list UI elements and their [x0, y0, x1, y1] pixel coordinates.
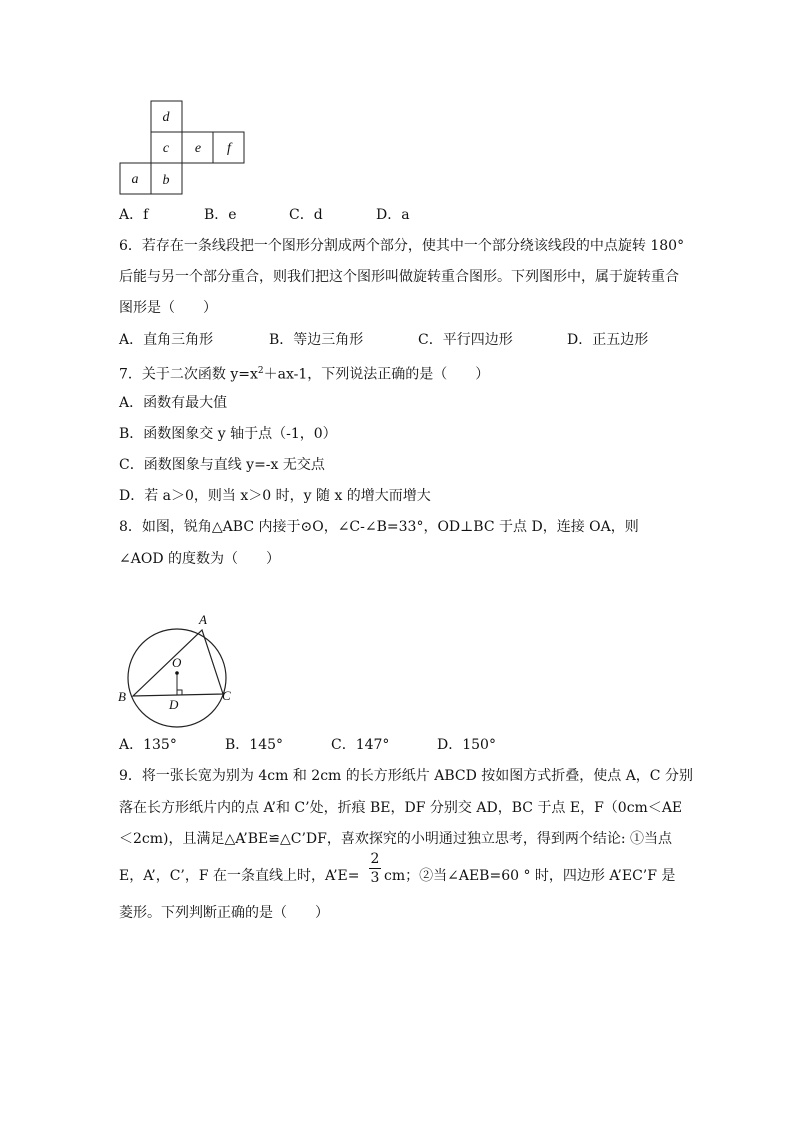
q9-stem-line-5: 菱形。下列判断正确的是（ ）	[119, 905, 329, 921]
q9-stem-line-2: 落在长方形纸片内的点 A’和 C’处，折痕 BE，DF 分别交 AD，BC 于点 E，F（0cm＜AE	[119, 800, 683, 816]
q7-stem-after: ＋ax-1，下列说法正确的是（ ）	[263, 366, 490, 383]
net-label-a: a	[131, 172, 139, 187]
net-label-d: d	[162, 110, 170, 125]
q8-option-a: A．135°	[119, 737, 177, 753]
q6-option-c: C．平行四边形	[418, 332, 513, 348]
q8-stem-line-2: ∠AOD 的度数为（ ）	[119, 551, 280, 567]
label-b: B	[118, 689, 126, 704]
label-c: C	[222, 688, 231, 703]
q8-stem-line-1: 8．如图，锐角△ABC 内接于⊙O，∠C-∠B=33°，OD⊥BC 于点 D，连接 OA，则	[119, 519, 639, 535]
q7-option-a: A．函数有最大值	[119, 395, 228, 411]
q9-stem-line-4-after: cm；②当∠AEB=60 ° 时，四边形 A’EC’F 是	[384, 868, 676, 884]
q8-option-d: D．150°	[437, 737, 496, 753]
q7-option-c: C．函数图象与直线 y=-x 无交点	[119, 457, 325, 473]
q7-option-d: D．若 a＞0，则当 x＞0 时，y 随 x 的增大而增大	[119, 488, 431, 504]
q6-option-a: A．直角三角形	[119, 332, 214, 348]
q5-option-a: A．f	[119, 207, 149, 223]
q5-option-b: B．e	[204, 207, 237, 223]
q7-stem	[119, 361, 489, 385]
circle-triangle-figure	[112, 606, 248, 728]
net-label-b: b	[162, 173, 170, 188]
q6-stem-line-2: 后能与另一个部分重合，则我们把这个图形叫做旋转重合图形。下列图形中，属于旋转重合	[119, 269, 679, 285]
q6-option-d: D．正五边形	[567, 332, 649, 348]
q6-stem-line-3: 图形是（ ）	[119, 300, 217, 316]
q7-stem-superscript: 2	[257, 366, 264, 376]
q9-fraction	[369, 851, 381, 886]
net-label-f: f	[227, 141, 231, 156]
q7-option-b: B．函数图象交 y 轴于点（-1，0）	[119, 426, 337, 442]
net-label-c: c	[162, 141, 170, 156]
label-d: D	[169, 697, 179, 712]
cube-net-figure	[118, 98, 248, 198]
q9-stem-line-4-before: E，A’，C’，F 在一条直线上时，A’E=	[119, 868, 360, 884]
center-point-o	[175, 671, 179, 675]
q6-stem-line-1: 6．若存在一条线段把一个图形分割成两个部分，使其中一个部分绕该线段的中点旋转 180°	[119, 238, 685, 254]
q7-stem-before: 7．关于二次函数 y=x	[119, 366, 258, 383]
net-label-e: e	[194, 141, 202, 156]
q8-option-c: C．147°	[331, 737, 390, 753]
q5-option-d: D．a	[376, 207, 410, 223]
label-a: A	[199, 612, 207, 627]
q9-fraction-numerator: 2	[370, 851, 380, 867]
right-angle-mark	[177, 690, 182, 695]
q9-fraction-denominator: 3	[370, 870, 380, 886]
q9-stem-line-1: 9．将一张长宽为别为 4cm 和 2cm 的长方形纸片 ABCD 按如图方式折叠，使点 A，C 分别	[119, 768, 693, 784]
q8-option-b: B．145°	[225, 737, 284, 753]
q5-option-c: C．d	[289, 207, 323, 223]
q9-stem-line-3: ＜2cm)，且满足△A’BE≌△C’DF，喜欢探究的小明通过独立思考，得到两个结论: ①当点	[119, 831, 673, 847]
q6-option-b: B．等边三角形	[269, 332, 364, 348]
label-o: O	[172, 655, 182, 670]
